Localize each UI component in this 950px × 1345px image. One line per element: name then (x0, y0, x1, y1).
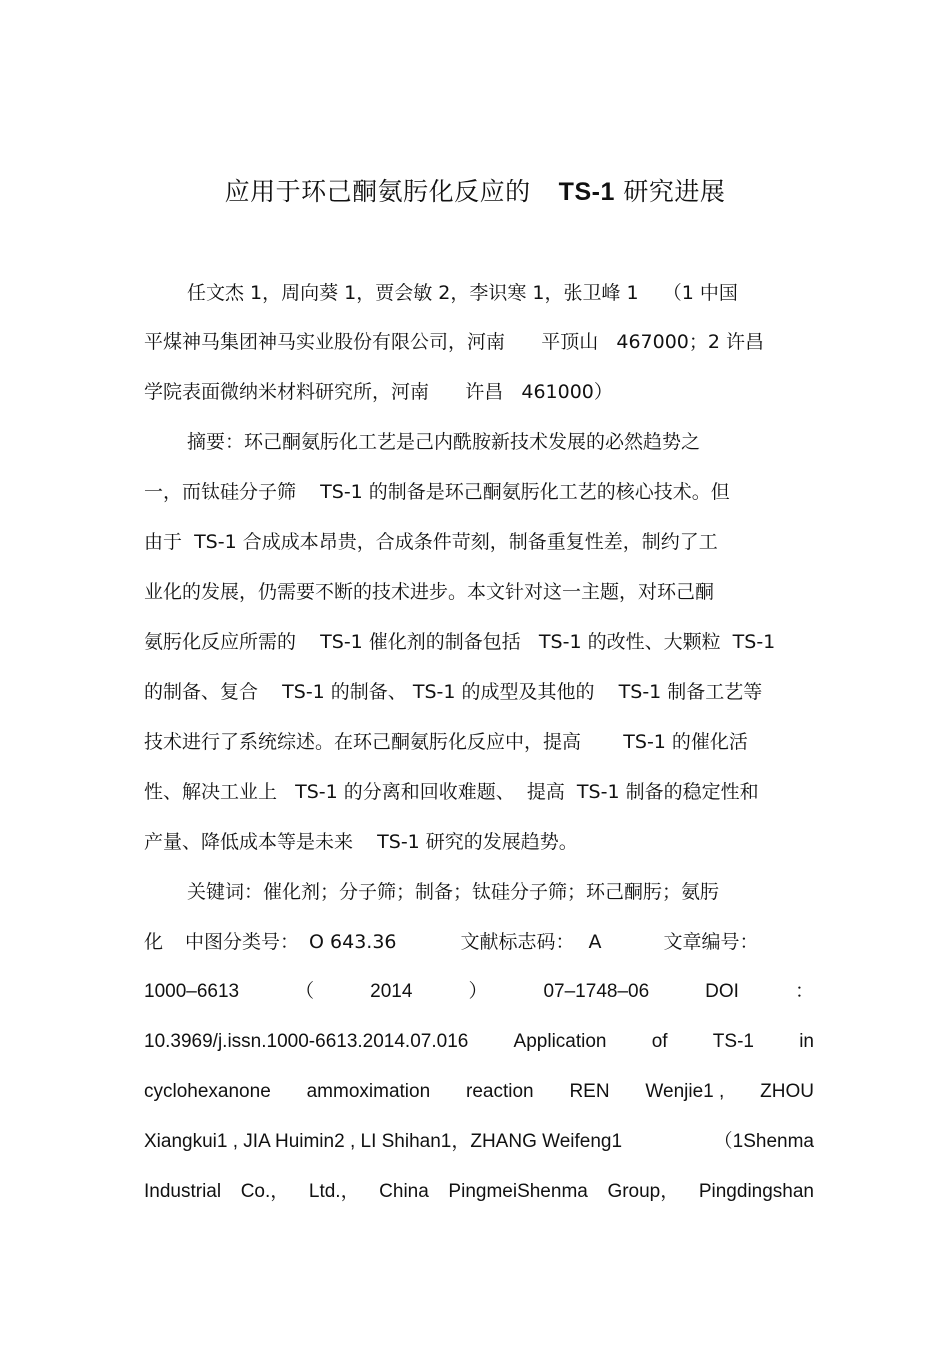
doi-colon: ： (794, 981, 814, 1002)
doi-label: DOI (705, 981, 739, 1002)
abstract-line: 的制备、复合 TS-1 的制备、 TS-1 的成型及其他的 TS-1 制备工艺等 (144, 681, 763, 703)
article-number-part: 2014 (370, 981, 413, 1002)
document-code-value: A (588, 931, 602, 953)
title-suffix: 研究进展 (623, 177, 726, 206)
english-word: TS-1 (712, 1031, 754, 1052)
abstract-line: 由于 TS-1 合成成本昂贵，合成条件苛刻，制备重复性差，制约了工 (144, 531, 718, 553)
abstract-line: 摘要：环己酮氨肟化工艺是己内酰胺新技术发展的必然趋势之 (187, 431, 701, 453)
english-word: of (651, 1031, 668, 1052)
english-line (144, 1176, 814, 1208)
abstract-line: 产量、降低成本等是未来 TS-1 研究的发展趋势。 (144, 831, 578, 853)
title-latin: TS-1 (558, 178, 615, 206)
abstract-line: 氨肟化反应所需的 TS-1 催化剂的制备包括 TS-1 的改性、大颗粒 TS-1 (144, 631, 776, 653)
classification-text: 化 (144, 931, 164, 953)
english-line (144, 1026, 814, 1058)
english-word: reaction (466, 1081, 534, 1102)
english-word: Industrial (144, 1181, 222, 1202)
title-chinese: 应用于环己酮氨肟化反应的 (224, 177, 531, 206)
keywords-line: 关键词：催化剂；分子筛；制备；钛硅分子筛；环己酮肟；氨肟 (187, 881, 720, 903)
affiliation-line: 平煤神马集团神马实业股份有限公司，河南 平顶山 467000；2 许昌 (144, 331, 765, 353)
english-word: REN (569, 1081, 610, 1102)
english-word: PingmeiShenma (448, 1181, 588, 1202)
article-number-part: 1000–6613 (144, 981, 240, 1002)
abstract-line: 业化的发展，仍需要不断的技术进步。本文针对这一主题，对环己酮 (144, 581, 715, 603)
paper-title (0, 172, 950, 212)
article-number-label: 文章编号： (663, 931, 759, 953)
english-word: Application (513, 1031, 607, 1052)
article-number-part: 07–1748–06 (543, 981, 650, 1002)
authors-line: 任文杰 1，周向葵 1，贾会敏 2，李识寒 1，张卫峰 1 （1 中国 (187, 282, 738, 304)
abstract-line: 性、解决工业上 TS-1 的分离和回收难题、 提高 TS-1 制备的稳定性和 (144, 781, 759, 803)
article-number-line (144, 976, 814, 1008)
english-word: Pingdingshan (698, 1181, 814, 1202)
english-word: ZHOU (760, 1081, 814, 1102)
english-word: Group， (607, 1181, 680, 1202)
english-word: Ltd.， (308, 1181, 360, 1202)
classification-value: O 643.36 (309, 931, 397, 953)
english-word: China (379, 1181, 429, 1202)
english-affiliation-start: （1Shenma (713, 1131, 814, 1152)
document-code-label: 文献标志码： (460, 931, 575, 953)
abstract-line: 技术进行了系统综述。在环己酮氨肟化反应中，提高 TS-1 的催化活 (144, 731, 748, 753)
english-word: in (799, 1031, 814, 1052)
english-word: ammoximation (306, 1081, 431, 1102)
article-number-part: ） (468, 981, 488, 1002)
english-word: Co.， (240, 1181, 290, 1202)
affiliation-line: 学院表面微纳米材料研究所，河南 许昌 461000） (144, 381, 613, 403)
english-line (144, 1076, 814, 1108)
doi-value: 10.3969/j.issn.1000-6613.2014.07.016 (144, 1031, 469, 1052)
classification-line (144, 926, 814, 958)
english-word: cyclohexanone (144, 1081, 271, 1102)
english-line (144, 1126, 814, 1158)
abstract-line: 一，而钛硅分子筛 TS-1 的制备是环己酮氨肟化工艺的核心技术。但 (144, 481, 730, 503)
classification-label: 中图分类号： (185, 931, 300, 953)
english-word: Wenjie1 , (645, 1081, 725, 1102)
english-authors: Xiangkui1 , JIA Huimin2 , LI Shihan1，ZHANG Weifeng1 (144, 1131, 623, 1152)
article-number-part: （ (295, 981, 315, 1002)
